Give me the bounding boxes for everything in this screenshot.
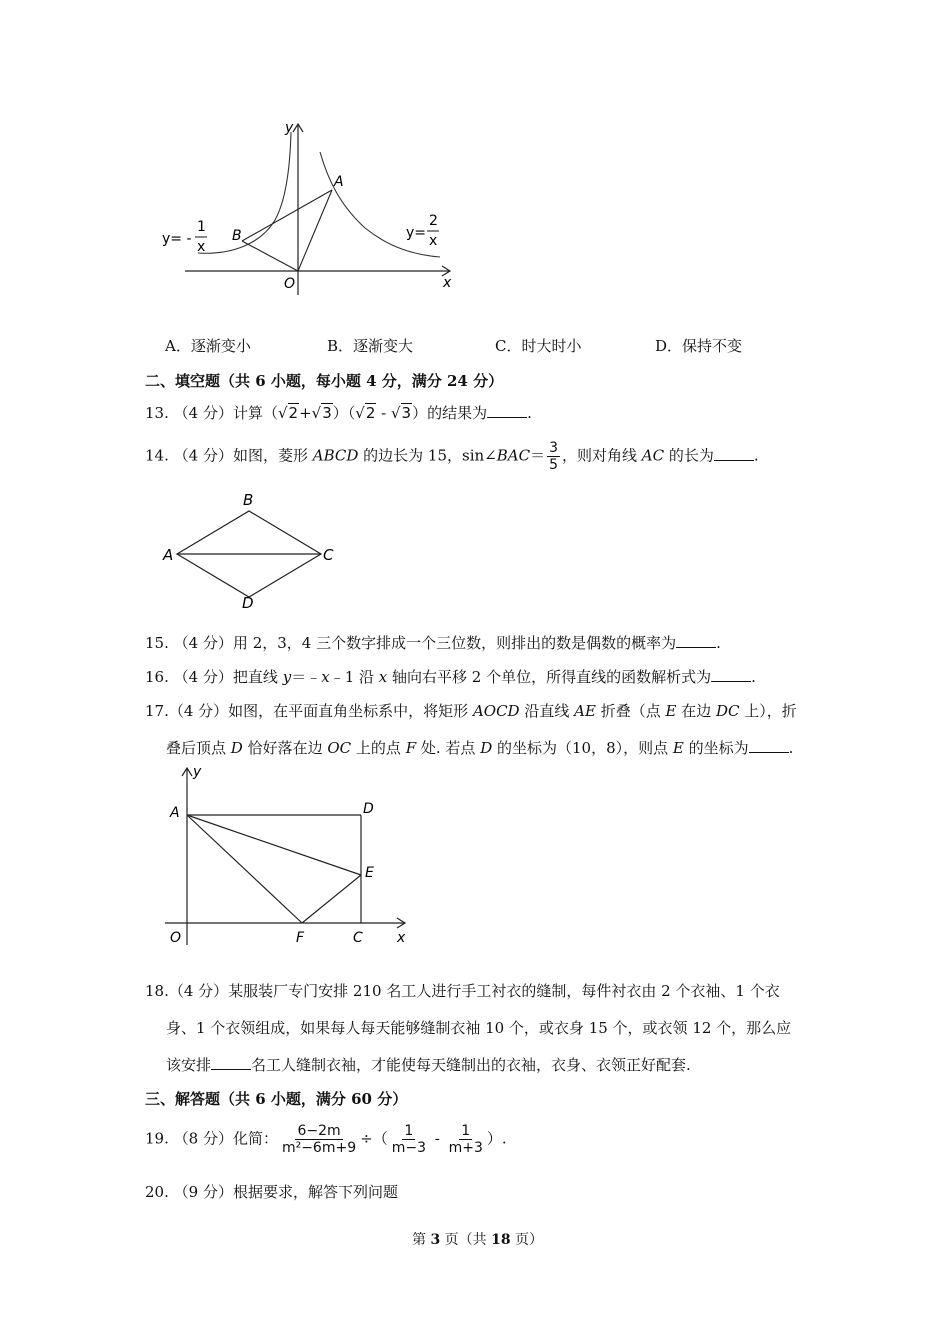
section-2-title: 二、填空题（共 6 小题，每小题 4 分，满分 24 分） <box>145 372 504 390</box>
question-20: 20. （9 分）根据要求，解答下列问题 <box>145 1183 398 1201</box>
option-c: C．时大时小 <box>495 337 582 355</box>
answer-blank-15[interactable] <box>676 633 716 648</box>
question-14: 14. （4 分）如图，菱形 ABCD 的边长为 15，sin∠BAC＝ $\frac{3}{5}$ ，则对角线 AC 的长为 . <box>145 440 759 473</box>
question-13: 13. （4 分）计算（√2+√3）（√2 - √3）的结果为 . <box>145 404 532 422</box>
fraction-3-5: $\frac{3}{5}$ <box>549 440 559 473</box>
question-17-line-2: 叠后顶点 D 恰好落在边 OC 上的点 F 处. 若点 D 的坐标为（10，8），则点 E 的坐标为 . <box>166 739 794 757</box>
fraction-1: $\frac{6-2m}{\text{m²−6m+9}}$ <box>281 1123 357 1156</box>
segment-ob <box>242 241 298 271</box>
question-18-line-2: 身、1 个衣领组成，如果每人每天能够缝制衣袖 10 个，或衣身 15 个，或衣领 12 个，那么应 <box>166 1019 792 1037</box>
question-15: 15. （4 分）用 2，3，4 三个数字排成一个三位数，则排出的数是偶数的概率为 . <box>145 634 721 652</box>
fraction-3: $\frac{1}{m+3}$ <box>448 1123 483 1156</box>
answer-blank-18[interactable] <box>211 1055 251 1070</box>
question-18-line-3: 该安排 名工人缝制衣袖，才能使每天缝制出的衣袖，衣身、衣领正好配套. <box>166 1056 691 1074</box>
y-axis-label: y <box>285 120 294 136</box>
left-curve-label: y= - <box>162 231 192 247</box>
option-a: A．逐渐变小 <box>165 337 251 355</box>
origin-label: O <box>284 276 296 292</box>
point-b-label: B <box>232 228 242 244</box>
segment-oa <box>298 190 332 271</box>
fraction-2: $\frac{1}{m-3}$ <box>391 1123 426 1156</box>
left-curve-numerator: 1 <box>197 219 206 235</box>
vertex-c: C <box>323 546 334 564</box>
segment-af <box>187 815 302 923</box>
point-a-label: A <box>170 805 180 821</box>
segment-ae <box>187 815 361 875</box>
point-c-label: C <box>353 930 363 946</box>
right-curve-denominator: x <box>429 233 438 249</box>
answer-blank-17[interactable] <box>749 738 789 753</box>
right-curve-label: y= <box>406 225 427 241</box>
sqrt-2-b: √2 <box>355 404 376 422</box>
question-18-line-1: 18.（4 分）某服装厂专门安排 210 名工人进行手工衬衣的缝制，每件衬衣由 2 个衣袖、1 个衣 <box>145 982 780 1000</box>
sqrt-2: √2 <box>277 404 299 422</box>
sqrt-3: √3 <box>311 404 332 422</box>
y-axis-label: y <box>193 764 202 780</box>
answer-blank-14[interactable] <box>714 446 754 461</box>
point-d-label: D <box>363 801 374 817</box>
option-b: B．逐渐变大 <box>327 337 414 355</box>
x-axis-label: x <box>397 930 406 946</box>
point-e-label: E <box>365 865 374 881</box>
vertex-d: D <box>242 594 254 612</box>
rhombus-figure <box>155 488 355 613</box>
segment-ab <box>242 190 332 241</box>
question-17-line-1: 17.（4 分）如图，在平面直角坐标系中，将矩形 AOCD 沿直线 AE 折叠（点 E 在边 DC 上），折 <box>145 702 797 720</box>
page-footer: 第 3 页（共 18 页） <box>412 1232 544 1248</box>
point-a-label: A <box>334 174 344 190</box>
option-d: D．保持不变 <box>655 337 743 355</box>
left-hyperbola <box>198 132 291 253</box>
origin-label: O <box>170 930 182 946</box>
vertex-b: B <box>243 491 254 509</box>
point-f-label: F <box>296 930 305 946</box>
answer-blank-16[interactable] <box>711 667 751 682</box>
question-16: 16. （4 分）把直线 y＝﹣x﹣1 沿 x 轴向右平移 2 个单位，所得直线的函数解析式为 . <box>145 668 756 686</box>
hyperbola-figure <box>150 110 470 300</box>
section-3-title: 三、解答题（共 6 小题，满分 60 分） <box>145 1090 408 1108</box>
rectangle-fold-figure <box>160 760 420 950</box>
question-19: 19. （8 分）化简： $\frac{6-2m}{\text{m²−6m+9}}$ ÷（ $\frac{1}{m-3}$ - $\frac{1}{m+3}$ ）. <box>145 1123 507 1156</box>
answer-blank-13[interactable] <box>487 403 527 418</box>
right-hyperbola <box>320 152 440 257</box>
sqrt-3-b: √3 <box>390 404 412 422</box>
segment-fe <box>302 875 361 923</box>
left-curve-denominator: x <box>197 239 206 255</box>
x-axis-label: x <box>443 275 452 291</box>
vertex-a: A <box>163 546 174 564</box>
right-curve-numerator: 2 <box>429 213 438 229</box>
